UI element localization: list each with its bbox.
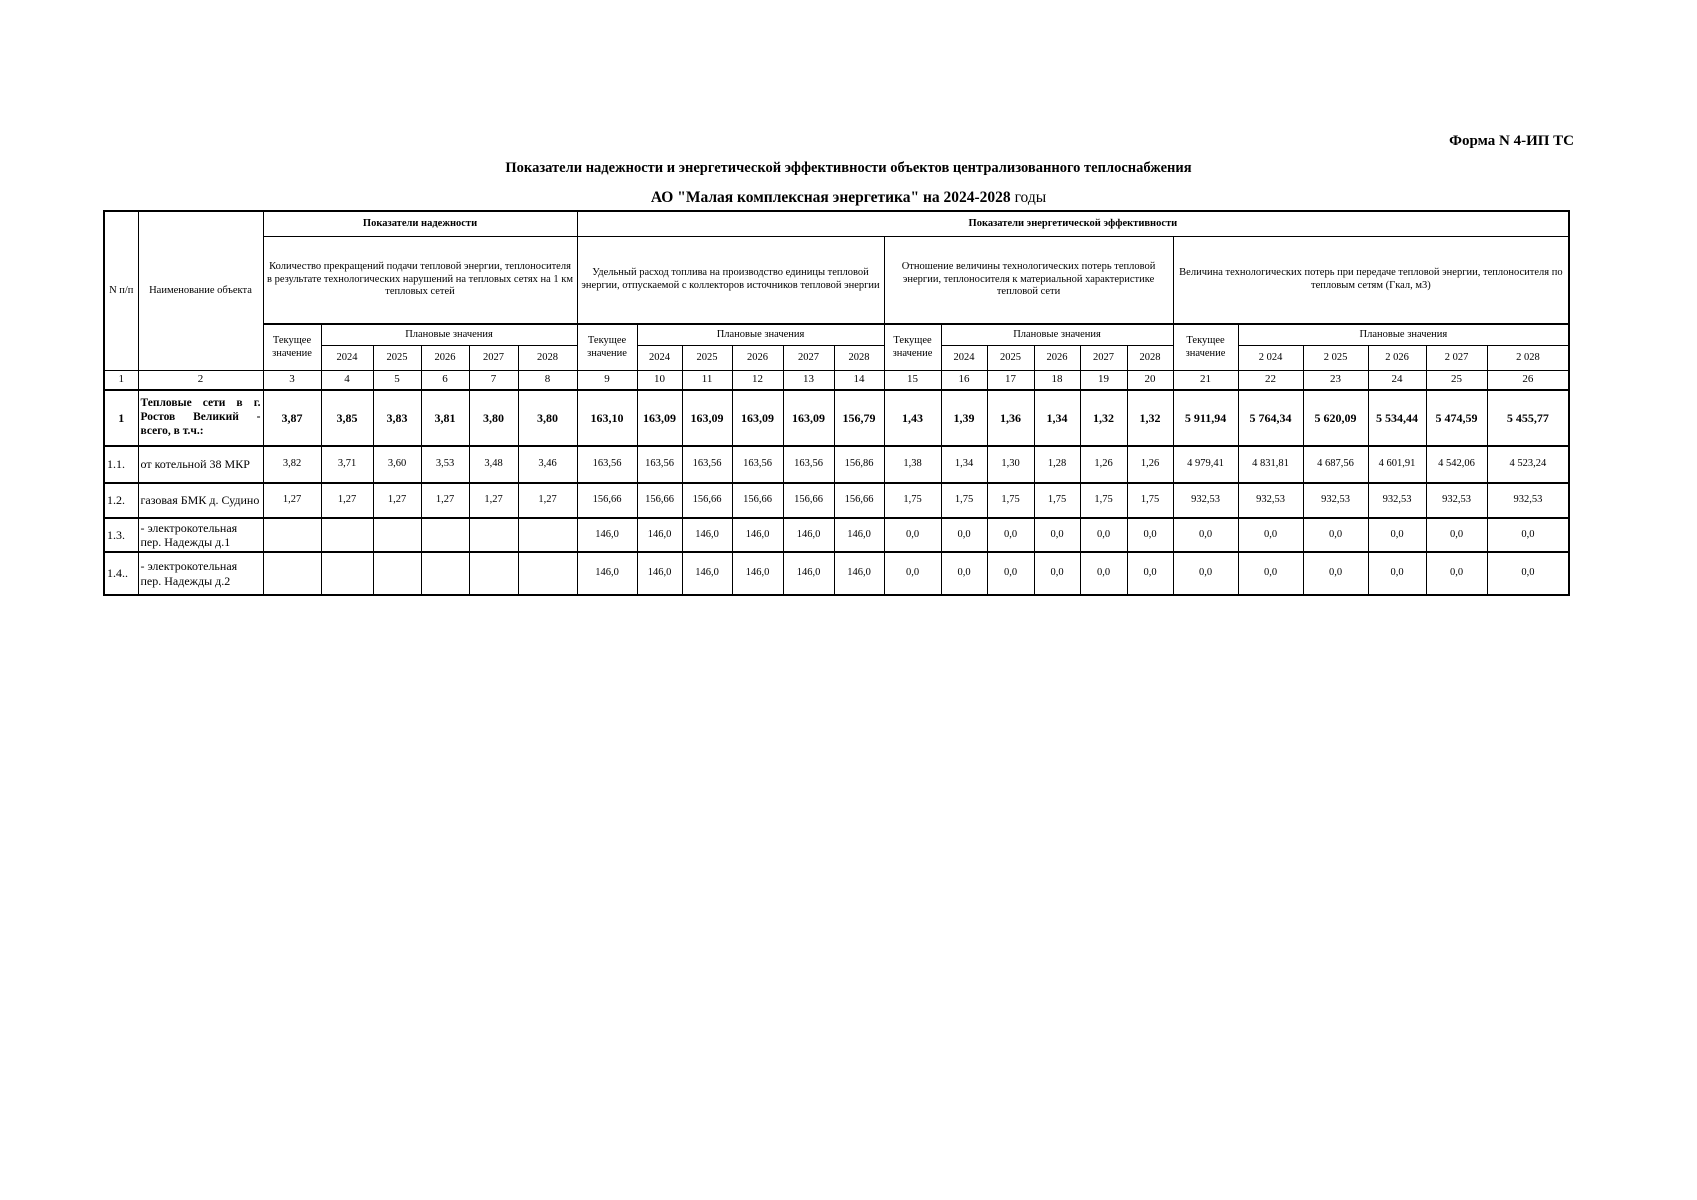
value-cell: 5 620,09	[1303, 390, 1368, 446]
column-number: 13	[783, 371, 834, 391]
value-cell: 1,30	[987, 446, 1034, 483]
table-row	[104, 552, 1569, 595]
value-cell: 3,60	[373, 446, 421, 483]
value-cell: 156,86	[834, 446, 884, 483]
header-year: 2026	[421, 346, 469, 371]
value-cell: 0,0	[1080, 518, 1127, 552]
header-year: 2027	[783, 346, 834, 371]
column-number: 24	[1368, 371, 1426, 391]
header-object-name: Наименование объекта	[138, 211, 263, 371]
report-title: Показатели надежности и энергетической эффективности объектов централизованного теплоснабжения	[505, 160, 1192, 176]
value-cell: 0,0	[987, 518, 1034, 552]
header-year: 2026	[1034, 346, 1080, 371]
row-number: 1.2.	[104, 483, 138, 518]
header-year: 2024	[321, 346, 373, 371]
value-cell: 3,82	[263, 446, 321, 483]
column-number: 7	[469, 371, 518, 391]
value-cell: 932,53	[1487, 483, 1569, 518]
value-cell: 146,0	[783, 552, 834, 595]
column-number: 18	[1034, 371, 1080, 391]
value-cell: 1,27	[518, 483, 577, 518]
value-cell: 146,0	[834, 552, 884, 595]
value-cell: 146,0	[682, 518, 732, 552]
value-cell: 1,75	[1127, 483, 1173, 518]
header-current-value: Текущее значение	[577, 324, 637, 371]
header-current-value: Текущее значение	[1173, 324, 1238, 371]
row-number: 1.4..	[104, 552, 138, 595]
value-cell: 0,0	[1034, 518, 1080, 552]
header-reliability: Показатели надежности	[263, 211, 577, 237]
table-row	[104, 483, 1569, 518]
value-cell: 0,0	[1080, 552, 1127, 595]
value-cell: 156,66	[682, 483, 732, 518]
table-row	[104, 390, 1569, 446]
header-year: 2025	[987, 346, 1034, 371]
value-cell: 1,38	[884, 446, 941, 483]
header-year: 2028	[518, 346, 577, 371]
value-cell: 1,75	[884, 483, 941, 518]
value-cell: 0,0	[987, 552, 1034, 595]
value-cell: 156,66	[637, 483, 682, 518]
column-number: 17	[987, 371, 1034, 391]
column-number: 5	[373, 371, 421, 391]
value-cell	[263, 518, 321, 552]
value-cell: 1,75	[1080, 483, 1127, 518]
value-cell: 932,53	[1426, 483, 1487, 518]
header-year: 2 027	[1426, 346, 1487, 371]
value-cell: 156,66	[577, 483, 637, 518]
column-number: 21	[1173, 371, 1238, 391]
value-cell: 163,09	[732, 390, 783, 446]
value-cell: 163,09	[682, 390, 732, 446]
column-number: 14	[834, 371, 884, 391]
value-cell: 1,75	[987, 483, 1034, 518]
value-cell: 0,0	[941, 552, 987, 595]
header-year: 2025	[373, 346, 421, 371]
header-year: 2028	[1127, 346, 1173, 371]
header-year: 2 026	[1368, 346, 1426, 371]
value-cell: 1,26	[1127, 446, 1173, 483]
value-cell: 932,53	[1368, 483, 1426, 518]
header-planned-values: Плановые значения	[941, 324, 1173, 346]
value-cell: 0,0	[884, 518, 941, 552]
value-cell: 3,80	[518, 390, 577, 446]
column-number: 19	[1080, 371, 1127, 391]
value-cell: 1,34	[1034, 390, 1080, 446]
value-cell: 163,09	[783, 390, 834, 446]
value-cell: 1,27	[373, 483, 421, 518]
header-year: 2028	[834, 346, 884, 371]
header-sub-fuel-rate: Удельный расход топлива на производство единицы тепловой энергии, отпускаемой с коллекторов источников тепловой энергии	[577, 237, 884, 325]
header-n: N п/п	[104, 211, 138, 371]
value-cell: 3,80	[469, 390, 518, 446]
column-number: 20	[1127, 371, 1173, 391]
column-number: 15	[884, 371, 941, 391]
row-object-name: - электрокотельная пер. Надежды д.2	[138, 552, 263, 595]
row-number: 1	[104, 390, 138, 446]
value-cell	[469, 552, 518, 595]
table-row	[104, 446, 1569, 483]
value-cell: 1,75	[1034, 483, 1080, 518]
value-cell: 0,0	[884, 552, 941, 595]
header-year: 2 025	[1303, 346, 1368, 371]
column-number: 2	[138, 371, 263, 391]
column-number: 22	[1238, 371, 1303, 391]
header-year: 2 024	[1238, 346, 1303, 371]
value-cell: 156,66	[732, 483, 783, 518]
value-cell: 5 474,59	[1426, 390, 1487, 446]
value-cell: 163,09	[637, 390, 682, 446]
value-cell: 4 979,41	[1173, 446, 1238, 483]
value-cell: 146,0	[834, 518, 884, 552]
value-cell: 3,53	[421, 446, 469, 483]
value-cell: 0,0	[1426, 518, 1487, 552]
header-sub-interruptions: Количество прекращений подачи тепловой энергии, теплоносителя в результате технологических нарушений на тепловых сетях на 1 км тепловых сетей	[263, 237, 577, 325]
value-cell: 5 534,44	[1368, 390, 1426, 446]
column-number: 23	[1303, 371, 1368, 391]
form-label: Форма N 4-ИП ТС	[1449, 133, 1574, 149]
value-cell: 146,0	[732, 552, 783, 595]
header-year: 2024	[637, 346, 682, 371]
column-number: 26	[1487, 371, 1569, 391]
value-cell: 3,71	[321, 446, 373, 483]
column-number: 1	[104, 371, 138, 391]
value-cell	[421, 552, 469, 595]
value-cell: 4 687,56	[1303, 446, 1368, 483]
value-cell: 1,28	[1034, 446, 1080, 483]
value-cell: 5 764,34	[1238, 390, 1303, 446]
value-cell: 0,0	[1173, 518, 1238, 552]
column-number: 12	[732, 371, 783, 391]
header-planned-values: Плановые значения	[321, 324, 577, 346]
value-cell: 1,27	[321, 483, 373, 518]
value-cell	[469, 518, 518, 552]
row-number: 1.3.	[104, 518, 138, 552]
value-cell: 4 542,06	[1426, 446, 1487, 483]
value-cell: 146,0	[783, 518, 834, 552]
value-cell	[321, 518, 373, 552]
value-cell: 1,26	[1080, 446, 1127, 483]
value-cell: 1,32	[1080, 390, 1127, 446]
column-number: 11	[682, 371, 732, 391]
value-cell: 0,0	[1238, 552, 1303, 595]
value-cell: 932,53	[1303, 483, 1368, 518]
value-cell: 3,87	[263, 390, 321, 446]
value-cell: 0,0	[1127, 518, 1173, 552]
value-cell	[373, 552, 421, 595]
value-cell: 1,39	[941, 390, 987, 446]
value-cell: 0,0	[1368, 518, 1426, 552]
value-cell: 146,0	[577, 552, 637, 595]
row-number: 1.1.	[104, 446, 138, 483]
column-number: 10	[637, 371, 682, 391]
value-cell: 0,0	[1127, 552, 1173, 595]
value-cell: 0,0	[1303, 518, 1368, 552]
header-year: 2 028	[1487, 346, 1569, 371]
value-cell: 0,0	[1368, 552, 1426, 595]
value-cell: 1,27	[263, 483, 321, 518]
header-year: 2026	[732, 346, 783, 371]
value-cell: 163,56	[682, 446, 732, 483]
header-current-value: Текущее значение	[884, 324, 941, 371]
header-year: 2025	[682, 346, 732, 371]
value-cell	[518, 518, 577, 552]
value-cell: 1,27	[469, 483, 518, 518]
value-cell: 1,27	[421, 483, 469, 518]
value-cell: 932,53	[1173, 483, 1238, 518]
value-cell: 0,0	[1303, 552, 1368, 595]
header-year: 2027	[469, 346, 518, 371]
column-number: 8	[518, 371, 577, 391]
value-cell: 1,36	[987, 390, 1034, 446]
value-cell: 163,56	[577, 446, 637, 483]
table-row	[104, 518, 1569, 552]
value-cell: 0,0	[1426, 552, 1487, 595]
value-cell: 146,0	[732, 518, 783, 552]
header-year: 2024	[941, 346, 987, 371]
value-cell: 156,66	[834, 483, 884, 518]
header-planned-values: Плановые значения	[1238, 324, 1569, 346]
value-cell	[321, 552, 373, 595]
row-object-name: Тепловые сети в г. Ростов Великий - всего, в т.ч.:	[138, 390, 263, 446]
value-cell: 146,0	[577, 518, 637, 552]
value-cell: 4 601,91	[1368, 446, 1426, 483]
value-cell: 1,34	[941, 446, 987, 483]
value-cell: 1,43	[884, 390, 941, 446]
header-sub-loss-ratio: Отношение величины технологических потерь тепловой энергии, теплоносителя к материальной характеристике тепловой сети	[884, 237, 1173, 325]
row-object-name: от котельной 38 МКР	[138, 446, 263, 483]
value-cell: 156,66	[783, 483, 834, 518]
value-cell: 3,46	[518, 446, 577, 483]
value-cell: 0,0	[941, 518, 987, 552]
report-subtitle-bold: АО "Малая комплексная энергетика" на 2024-2028	[650, 189, 1011, 206]
indicators-table	[103, 210, 1570, 596]
value-cell: 3,48	[469, 446, 518, 483]
value-cell: 163,56	[637, 446, 682, 483]
value-cell: 0,0	[1487, 518, 1569, 552]
header-planned-values: Плановые значения	[637, 324, 884, 346]
value-cell: 0,0	[1487, 552, 1569, 595]
value-cell: 156,79	[834, 390, 884, 446]
value-cell: 5 911,94	[1173, 390, 1238, 446]
value-cell: 1,32	[1127, 390, 1173, 446]
value-cell: 3,83	[373, 390, 421, 446]
value-cell: 163,56	[783, 446, 834, 483]
column-number: 16	[941, 371, 987, 391]
column-number: 9	[577, 371, 637, 391]
value-cell: 0,0	[1034, 552, 1080, 595]
header-sub-losses: Величина технологических потерь при передаче тепловой энергии, теплоносителя по тепловым сетям (Гкал, м3)	[1173, 237, 1569, 325]
header-current-value: Текущее значение	[263, 324, 321, 371]
value-cell: 4 523,24	[1487, 446, 1569, 483]
report-subtitle-rest: годы	[1010, 189, 1047, 206]
column-number: 3	[263, 371, 321, 391]
column-number: 6	[421, 371, 469, 391]
value-cell: 146,0	[637, 552, 682, 595]
row-object-name: газовая БМК д. Судино	[138, 483, 263, 518]
report-subtitle	[0, 189, 1697, 207]
header-efficiency: Показатели энергетической эффективности	[577, 211, 1569, 237]
value-cell: 932,53	[1238, 483, 1303, 518]
value-cell: 163,10	[577, 390, 637, 446]
value-cell: 5 455,77	[1487, 390, 1569, 446]
value-cell: 0,0	[1238, 518, 1303, 552]
value-cell	[421, 518, 469, 552]
value-cell: 163,56	[732, 446, 783, 483]
value-cell	[263, 552, 321, 595]
column-number: 25	[1426, 371, 1487, 391]
value-cell: 3,81	[421, 390, 469, 446]
row-object-name: - электрокотельная пер. Надежды д.1	[138, 518, 263, 552]
header-year: 2027	[1080, 346, 1127, 371]
value-cell	[373, 518, 421, 552]
value-cell: 1,75	[941, 483, 987, 518]
value-cell	[518, 552, 577, 595]
value-cell: 4 831,81	[1238, 446, 1303, 483]
value-cell: 0,0	[1173, 552, 1238, 595]
column-number: 4	[321, 371, 373, 391]
value-cell: 146,0	[682, 552, 732, 595]
value-cell: 146,0	[637, 518, 682, 552]
value-cell: 3,85	[321, 390, 373, 446]
